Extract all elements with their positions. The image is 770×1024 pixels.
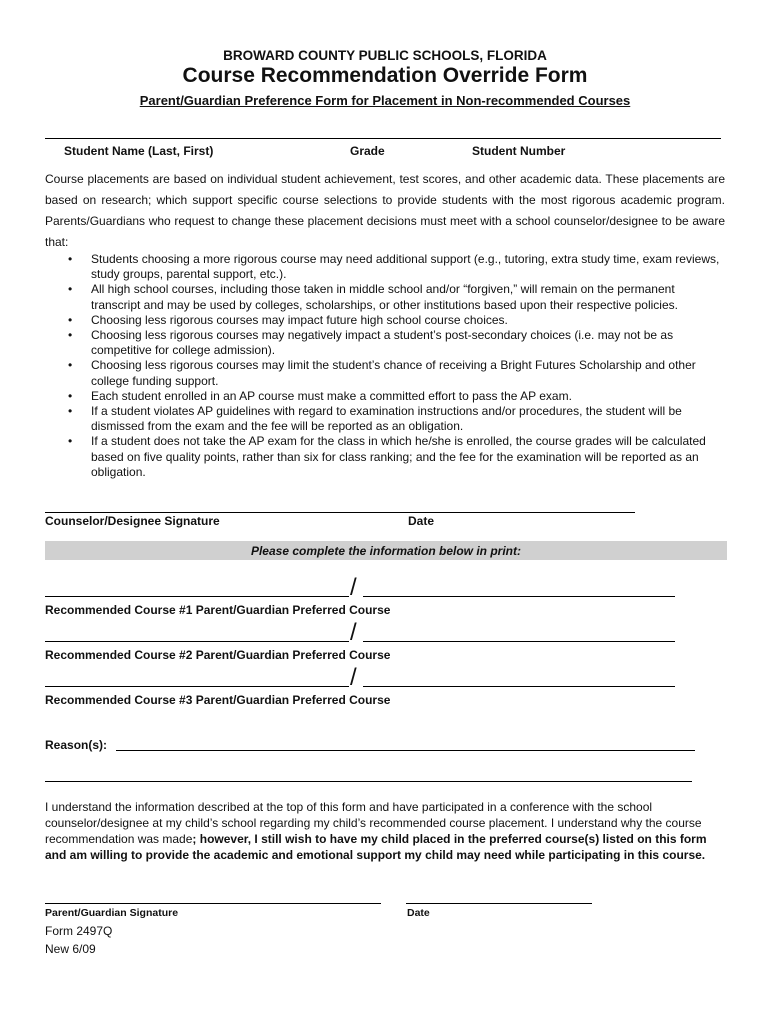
student-info-line[interactable]	[45, 138, 721, 139]
preferred-course-3-field[interactable]	[363, 686, 675, 687]
course-row-3-label: Recommended Course #3 Parent/Guardian Preferred Course	[45, 693, 391, 707]
print-notice-text: Please complete the information below in print:	[250, 544, 522, 558]
list-item	[45, 404, 725, 434]
course-divider-slash: /	[350, 619, 357, 646]
acknowledgement-text: I understand the information described at the top of this form and have participated in a conference with the school counselor/designee at my child’s school regarding my child’s recommended course placement. I understand why the course recommendation was made	[45, 800, 702, 846]
preferred-course-2-field[interactable]	[363, 641, 675, 642]
parent-date-line[interactable]	[406, 903, 592, 904]
grade-label: Grade	[350, 144, 385, 158]
list-item	[45, 389, 725, 404]
bullet-icon: •	[68, 388, 73, 403]
form-title: Course Recommendation Override Form	[182, 64, 588, 87]
list-item-text: If a student violates AP guidelines with regard to examination instructions and/or procedures, the student will be dismissed from the exam and the fee will be reported as an obligation.	[91, 404, 682, 434]
reason-label: Reason(s):	[45, 738, 108, 752]
bullet-icon: •	[68, 404, 73, 419]
bullet-icon: •	[68, 282, 73, 297]
acknowledgement-paragraph	[45, 799, 730, 863]
course-divider-slash: /	[350, 664, 357, 691]
form-number: Form 2497Q	[45, 924, 113, 938]
policy-list	[45, 252, 725, 480]
reason-field-line-2[interactable]	[45, 781, 692, 782]
recommended-course-3-field[interactable]	[45, 686, 349, 687]
form-revision: New 6/09	[45, 942, 96, 956]
course-row-1-label: Recommended Course #1 Parent/Guardian Preferred Course	[45, 603, 391, 617]
course-divider-slash: /	[350, 574, 357, 601]
list-item-text: Each student enrolled in an AP course must make a committed effort to pass the AP exam.	[91, 388, 572, 403]
preferred-course-1-field[interactable]	[363, 596, 675, 597]
list-item-text: Choosing less rigorous courses may impact future high school course choices.	[91, 312, 508, 327]
list-item	[45, 282, 725, 312]
counselor-date-label: Date	[408, 514, 435, 528]
counselor-signature-line[interactable]	[45, 512, 635, 513]
counselor-signature-label: Counselor/Designee Signature	[45, 514, 220, 528]
reason-field-line-1[interactable]	[116, 750, 695, 751]
course-row-2-label: Recommended Course #2 Parent/Guardian Preferred Course	[45, 648, 391, 662]
list-item-text: Choosing less rigorous courses may negatively impact a student’s post-secondary choices (i.e. may not be as competitive for college admission).	[91, 328, 674, 358]
list-item-text: Students choosing a more rigorous course may need additional support (e.g., tutoring, extra study time, exam reviews, study groups, parental support, etc.).	[91, 252, 720, 282]
form-subtitle: Parent/Guardian Preference Form for Placement in Non-recommended Courses	[139, 93, 631, 108]
parent-signature-line[interactable]	[45, 903, 381, 904]
list-item-text: Choosing less rigorous courses may limit the student’s chance of receiving a Bright Futures Scholarship and other college funding support.	[91, 358, 696, 388]
list-item	[45, 328, 725, 358]
list-item-text: If a student does not take the AP exam for the class in which he/she is enrolled, the course grades will be calculated based on five quality points, rather than six for class ranking; and the fee for the examination will be reported as an obligation.	[91, 434, 706, 479]
list-item	[45, 434, 725, 480]
student-name-label: Student Name (Last, First)	[64, 144, 214, 158]
list-item	[45, 313, 725, 328]
student-number-label: Student Number	[472, 144, 566, 158]
district-name: BROWARD COUNTY PUBLIC SCHOOLS, FLORIDA	[223, 48, 547, 63]
bullet-icon: •	[68, 328, 73, 343]
bullet-icon: •	[68, 312, 73, 327]
parent-signature-label: Parent/Guardian Signature	[45, 907, 179, 919]
parent-date-label: Date	[407, 907, 430, 919]
recommended-course-1-field[interactable]	[45, 596, 349, 597]
list-item-text: All high school courses, including those taken in middle school and/or “forgiven,” will remain on the permanent transcript and may be used by colleges, scholarships, or other institutions based upon their respective policies.	[91, 282, 678, 312]
bullet-icon: •	[68, 434, 73, 449]
intro-paragraph: Course placements are based on individual student achievement, test scores, and other academic data. These placements are based on research; which support specific course selections to provide students with the most rigorous academic program. Parents/Guardians who request to change these placement decisions must meet with a school counselor/designee to be aware that:	[45, 172, 725, 249]
list-item	[45, 252, 725, 282]
list-item	[45, 358, 725, 388]
bullet-icon: •	[68, 358, 73, 373]
acknowledgement-bold-text: ; however, I still wish to have my child placed in the preferred course(s) listed on this form and am willing to provide the academic and emotional support my child may need while participating in this course.	[45, 832, 707, 862]
bullet-icon: •	[68, 252, 73, 266]
recommended-course-2-field[interactable]	[45, 641, 349, 642]
